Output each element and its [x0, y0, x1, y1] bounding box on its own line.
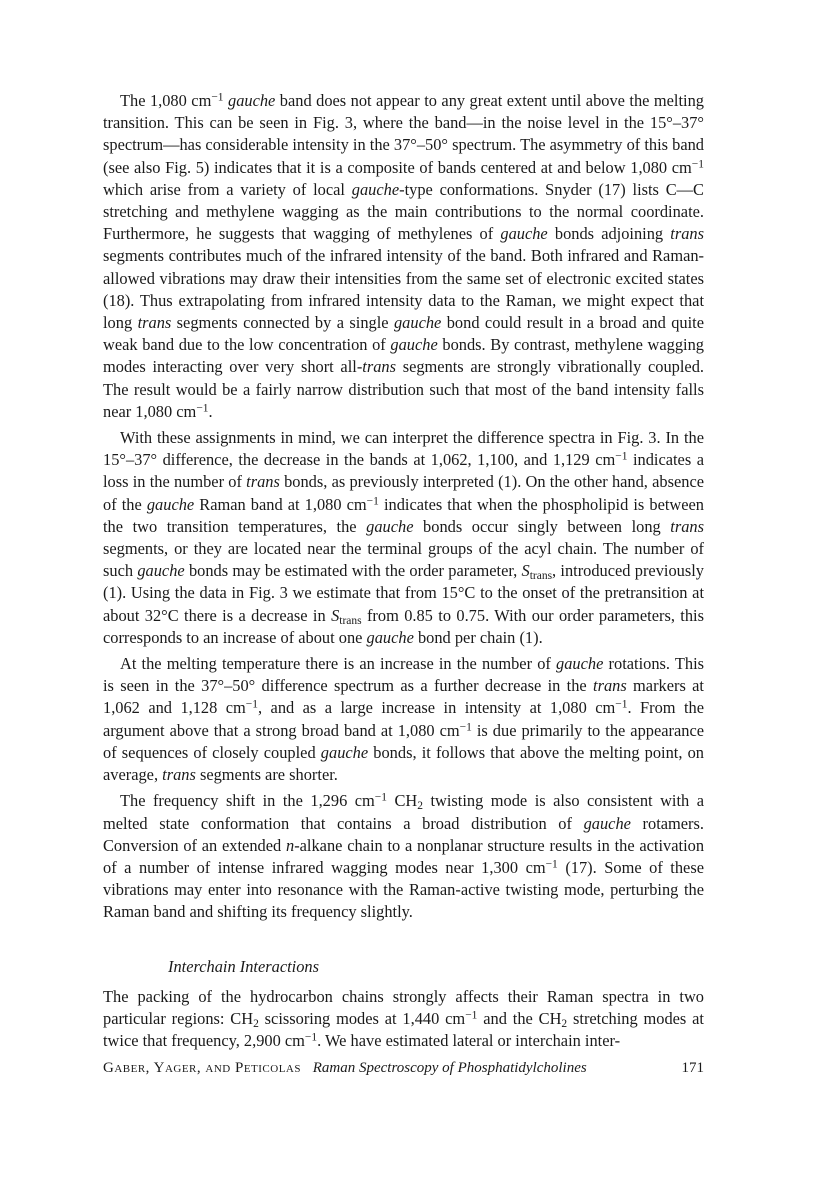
superscript: −1	[211, 91, 224, 104]
superscript: −1	[465, 1009, 478, 1022]
paragraph: With these assignments in mind, we can interpret the difference spectra in Fig. 3. In the 15°–37° difference, the decrease in the bands at 1,062, 1,100, and 1,129 $cm^{-1}$ indicates a loss in the number of trans bonds, as previously interpreted (1). On the other hand, absence of the gauche Raman band at 1,080 $cm^{-1}$ indicates that when the phospholipid is between the two transition temperatures, the gauche bonds occur singly between long trans segments, or they are located near the terminal groups of the acyl chain. The number of such gauche bonds may be estimated with the order parameter, $S_{trans}$, introduced previously (1). Using the data in Fig. 3 we estimate that from 15°C to the onset of the pretransition at about 32°C there is a decrease in $S_{trans}$ from 0.85 to 0.75. With our order parameters, this corresponds to an increase of about one gauche bond per chain (1).	[103, 428, 705, 647]
paragraph: The frequency shift in the 1,296 $cm^{-1}$ $CH_2$ twisting mode is also consistent with a melted state conformation that contains a broad distribution of gauche rotamers. Conversion of an extended n-alkane chain to a nonplanar structure results in the activation of a number of intense infrared wagging modes near 1,300 $cm^{-1}$ (17). Some of these vibrations may enter into resonance with the Raman-active twisting mode, perturbing the Raman band and shifting its frequency slightly.	[103, 791, 705, 922]
superscript: −1	[196, 402, 209, 415]
paragraph: The packing of the hydrocarbon chains strongly affects their Raman spectra in two particular regions: $CH_2$ scissoring modes at 1,440 $cm^{-1}$ and the $CH_2$ stretching modes at twice that frequency, 2,900 $cm^{-1}$. We have estimated lateral or interchain inter-	[103, 986, 704, 1051]
italic-term: gauche	[366, 516, 414, 536]
italic-term: gauche	[393, 313, 442, 333]
superscript: −1	[459, 720, 472, 733]
italic-term: gauche	[583, 813, 631, 833]
italic-term: gauche	[351, 179, 400, 199]
footer-authors: Gaber, Yager, and Peticolas	[103, 1060, 301, 1076]
superscript: −1	[545, 858, 558, 871]
page-footer	[103, 1060, 704, 1077]
subscript: 2	[561, 1017, 568, 1030]
subscript: 2	[253, 1017, 259, 1030]
section-heading: Interchain Interactions	[168, 956, 319, 976]
superscript: −1	[245, 698, 258, 711]
italic-term: gauche	[320, 742, 369, 762]
italic-term: trans	[362, 357, 396, 377]
superscript: −1	[615, 450, 628, 463]
subscript: 2	[417, 800, 423, 813]
italic-term: S	[521, 561, 530, 581]
subscript: trans	[339, 614, 362, 627]
paragraph-group	[103, 90, 704, 924]
page-number: 171	[681, 1060, 704, 1076]
italic-term: trans	[137, 313, 172, 333]
italic-term: S	[331, 605, 340, 625]
italic-term: trans	[593, 676, 627, 696]
italic-term: gauche	[366, 627, 414, 647]
superscript: −1	[304, 1031, 318, 1044]
article-body	[103, 90, 704, 1052]
italic-term: gauche	[137, 561, 185, 581]
superscript: −1	[615, 698, 628, 711]
italic-term: trans	[670, 224, 704, 244]
italic-term: n	[285, 835, 295, 855]
italic-term: trans	[162, 765, 196, 785]
italic-term: gauche	[500, 224, 548, 244]
italic-term: gauche	[556, 654, 604, 674]
italic-term: gauche	[390, 335, 438, 355]
footer-title: Raman Spectroscopy of Phosphatidylcholines	[312, 1060, 587, 1076]
italic-term: gauche	[228, 91, 276, 110]
italic-term: gauche	[146, 494, 195, 514]
paragraph: At the melting temperature there is an increase in the number of gauche rotations. This is seen in the 37°–50° difference spectrum as a further decrease in the trans markers at 1,062 and 1,128 $cm^{-1}$, and as a large increase in intensity at 1,080 $cm^{-1}$. From the argument above that a strong broad band at 1,080 $cm^{-1}$ is due primarily to the appearance of sequences of closely coupled gauche bonds, it follows that above the melting point, on average, trans segments are shorter.	[103, 654, 705, 785]
italic-term: trans	[246, 472, 280, 492]
italic-term: trans	[670, 516, 704, 536]
superscript: −1	[374, 791, 387, 804]
superscript: −1	[691, 157, 704, 170]
paragraph: The 1,080 $cm^{-1}$ gauche band does not appear to any great extent until above the melting transition. This can be seen in Fig. 3, where the band—in the noise level in the 15°–37° spectrum—has considerable intensity in the 37°–50° spectrum. The asymmetry of this band (see also Fig. 5) indicates that it is a composite of bands centered at and below 1,080 $cm^{-1}$ which arise from a variety of local gauche-type conformations. Snyder (17) lists C—C stretching and methylene wagging as the main contributions to the normal coordinate. Furthermore, he suggests that wagging of methylenes of gauche bonds adjoining trans segments contributes much of the infrared intensity of the band. Both infrared and Raman-allowed vibrations may draw their intensities from the same set of electronic excited states (18). Thus extrapolating from infrared intensity data to the Raman, we might expect that long trans segments connected by a single gauche bond could result in a broad and quite weak band due to the low concentration of gauche bonds. By contrast, methylene wagging modes interacting over very short all-trans segments are strongly vibrationally coupled. The result would be a fairly narrow distribution such that most of the band intensity falls near 1,080 $cm^{-1}$.	[103, 91, 704, 421]
running-footer	[103, 1060, 587, 1077]
subscript: trans	[529, 570, 553, 583]
superscript: −1	[366, 494, 379, 507]
